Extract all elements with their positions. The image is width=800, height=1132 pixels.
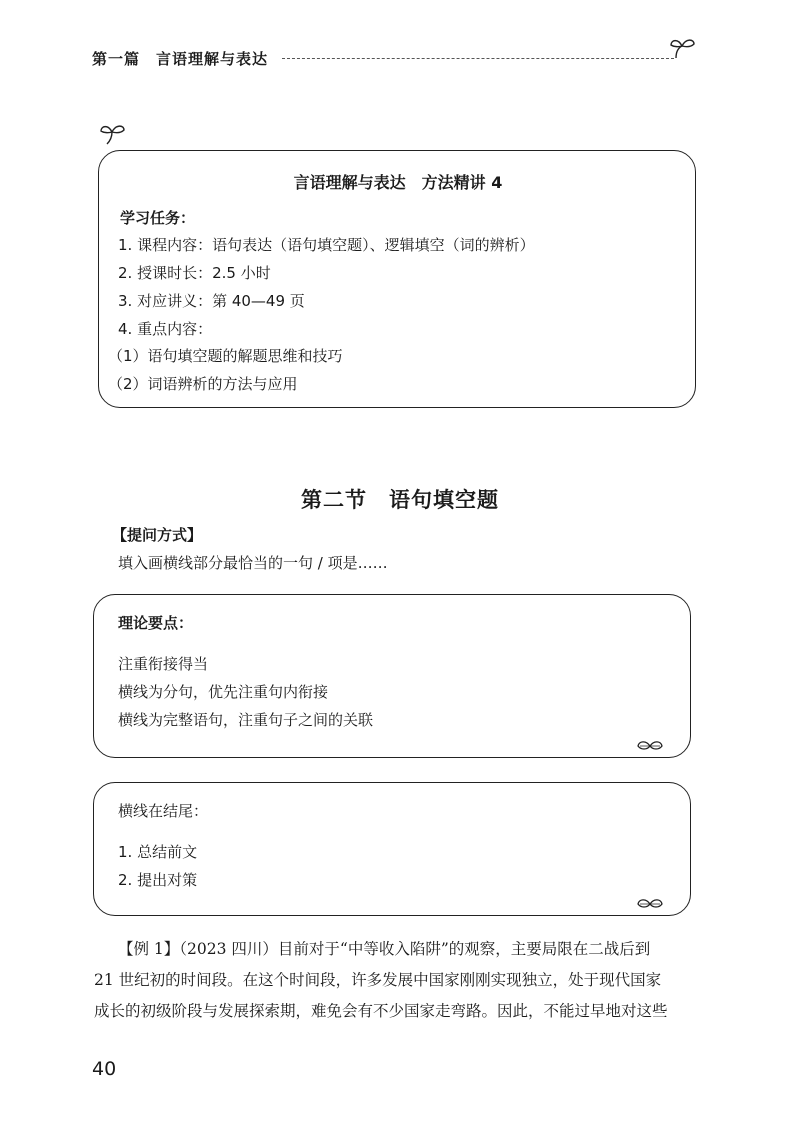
lesson-item: 4. 重点内容： [118,320,213,338]
lesson-item: 2. 授课时长：2.5 小时 [118,264,271,282]
example-line: 21 世纪初的时间段。在这个时间段，许多发展中国家刚刚实现独立，处于现代国家 [94,971,662,989]
theory-line: 注重衔接得当 [118,655,209,673]
theory-line: 横线为分句，优先注重句内衔接 [118,683,329,701]
end-box-item: 2. 提出对策 [118,871,198,889]
sprout-icon [98,120,128,146]
lesson-sub-item: （1）语句填空题的解题思维和技巧 [108,347,343,365]
part-title: 言语理解与表达 [156,50,269,68]
page-number: 40 [92,1058,117,1080]
question-style-label: 【提问方式】 [112,526,203,544]
header-rule [282,58,674,59]
lesson-title: 言语理解与表达 方法精讲 4 [293,173,503,192]
example-line: 成长的初级阶段与发展探索期，难免会有不少国家走弯路。因此，不能过早地对这些 [94,1002,668,1020]
part-label: 第一篇 [92,50,141,68]
running-head [92,48,268,69]
sprout-icon [668,34,698,62]
theory-line: 横线为完整语句，注重句子之间的关联 [118,711,374,729]
leaf-icon [636,896,664,912]
question-style-text: 填入画横线部分最恰当的一句 / 项是…… [118,554,388,572]
theory-title: 理论要点： [118,614,194,632]
end-box-item: 1. 总结前文 [118,843,198,861]
leaf-icon [636,738,664,754]
lesson-item: 3. 对应讲义：第 40—49 页 [118,292,305,310]
example-line: 【例 1】（2023 四川）目前对于“中等收入陷阱”的观察，主要局限在二战后到 [118,940,651,958]
task-label: 学习任务： [120,209,196,227]
end-box-title: 横线在结尾： [118,802,209,820]
lesson-item: 1. 课程内容：语句表达（语句填空题）、逻辑填空（词的辨析） [118,236,535,254]
section-title: 第二节 语句填空题 [301,487,499,512]
lesson-sub-item: （2）词语辨析的方法与应用 [108,375,298,393]
